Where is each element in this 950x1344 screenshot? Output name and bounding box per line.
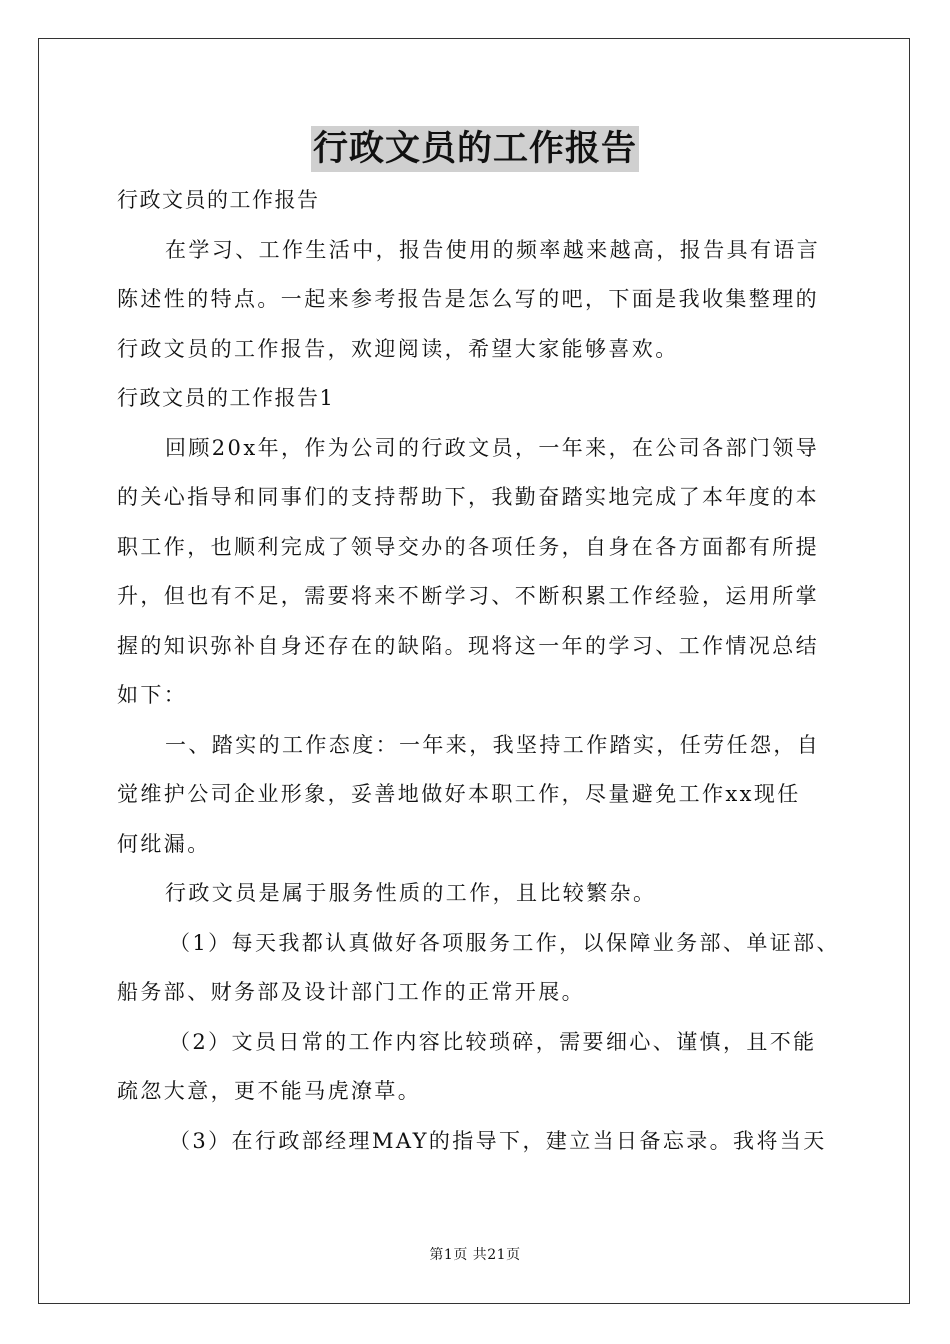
paragraph-line: 行政文员的工作报告，欢迎阅读，希望大家能够喜欢。 (117, 336, 679, 361)
list-item-line: （2）文员日常的工作内容比较琐碎，需要细心、谨慎，且不能 (169, 1029, 817, 1054)
paragraph-line: 握的知识弥补自身还存在的缺陷。现将这一年的学习、工作情况总结 (117, 633, 819, 658)
paragraph-line: 的关心指导和同事们的支持帮助下，我勤奋踏实地完成了本年度的本 (117, 485, 819, 509)
section-heading: 行政文员的工作报告1 (117, 386, 335, 410)
list-item-line: （1）每天我都认真做好各项服务工作，以保障业务部、单证部、 (169, 930, 840, 955)
paragraph-line: 疏忽大意，更不能马虎潦草。 (117, 1079, 422, 1103)
list-item-line: （3）在行政部经理MAY的指导下，建立当日备忘录。我将当天 (169, 1128, 827, 1153)
paragraph-line: 职工作，也顺利完成了领导交办的各项任务，自身在各方面都有所提 (117, 534, 819, 559)
paragraph-line: 觉维护公司企业形象，妥善地做好本职工作，尽量避免工作xx现任 (117, 782, 801, 806)
title-container (0, 126, 950, 172)
paragraph-line: 在学习、工作生活中，报告使用的频率越来越高，报告具有语言 (165, 237, 821, 262)
paragraph-line: 何纰漏。 (117, 831, 211, 856)
paragraph-line: 行政文员是属于服务性质的工作，且比较繁杂。 (165, 881, 657, 905)
paragraph-line: 如下： (117, 683, 188, 707)
paragraph-line: 升，但也有不足，需要将来不断学习、不断积累工作经验，运用所掌 (117, 584, 819, 608)
paragraph-line: 船务部、财务部及设计部门工作的正常开展。 (117, 980, 585, 1004)
document-title: 行政文员的工作报告 (311, 126, 639, 172)
paragraph-line: 陈述性的特点。一起来参考报告是怎么写的吧，下面是我收集整理的 (117, 287, 819, 311)
page-number-footer: 第1页 共21页 (429, 1247, 521, 1263)
paragraph-line: 回顾20x年，作为公司的行政文员，一年来，在公司各部门领导 (165, 435, 820, 460)
document-body (117, 176, 842, 1166)
subtitle-line: 行政文员的工作报告 (117, 188, 320, 212)
paragraph-line: 一、踏实的工作态度：一年来，我坚持工作踏实，任劳任怨，自 (165, 732, 821, 757)
